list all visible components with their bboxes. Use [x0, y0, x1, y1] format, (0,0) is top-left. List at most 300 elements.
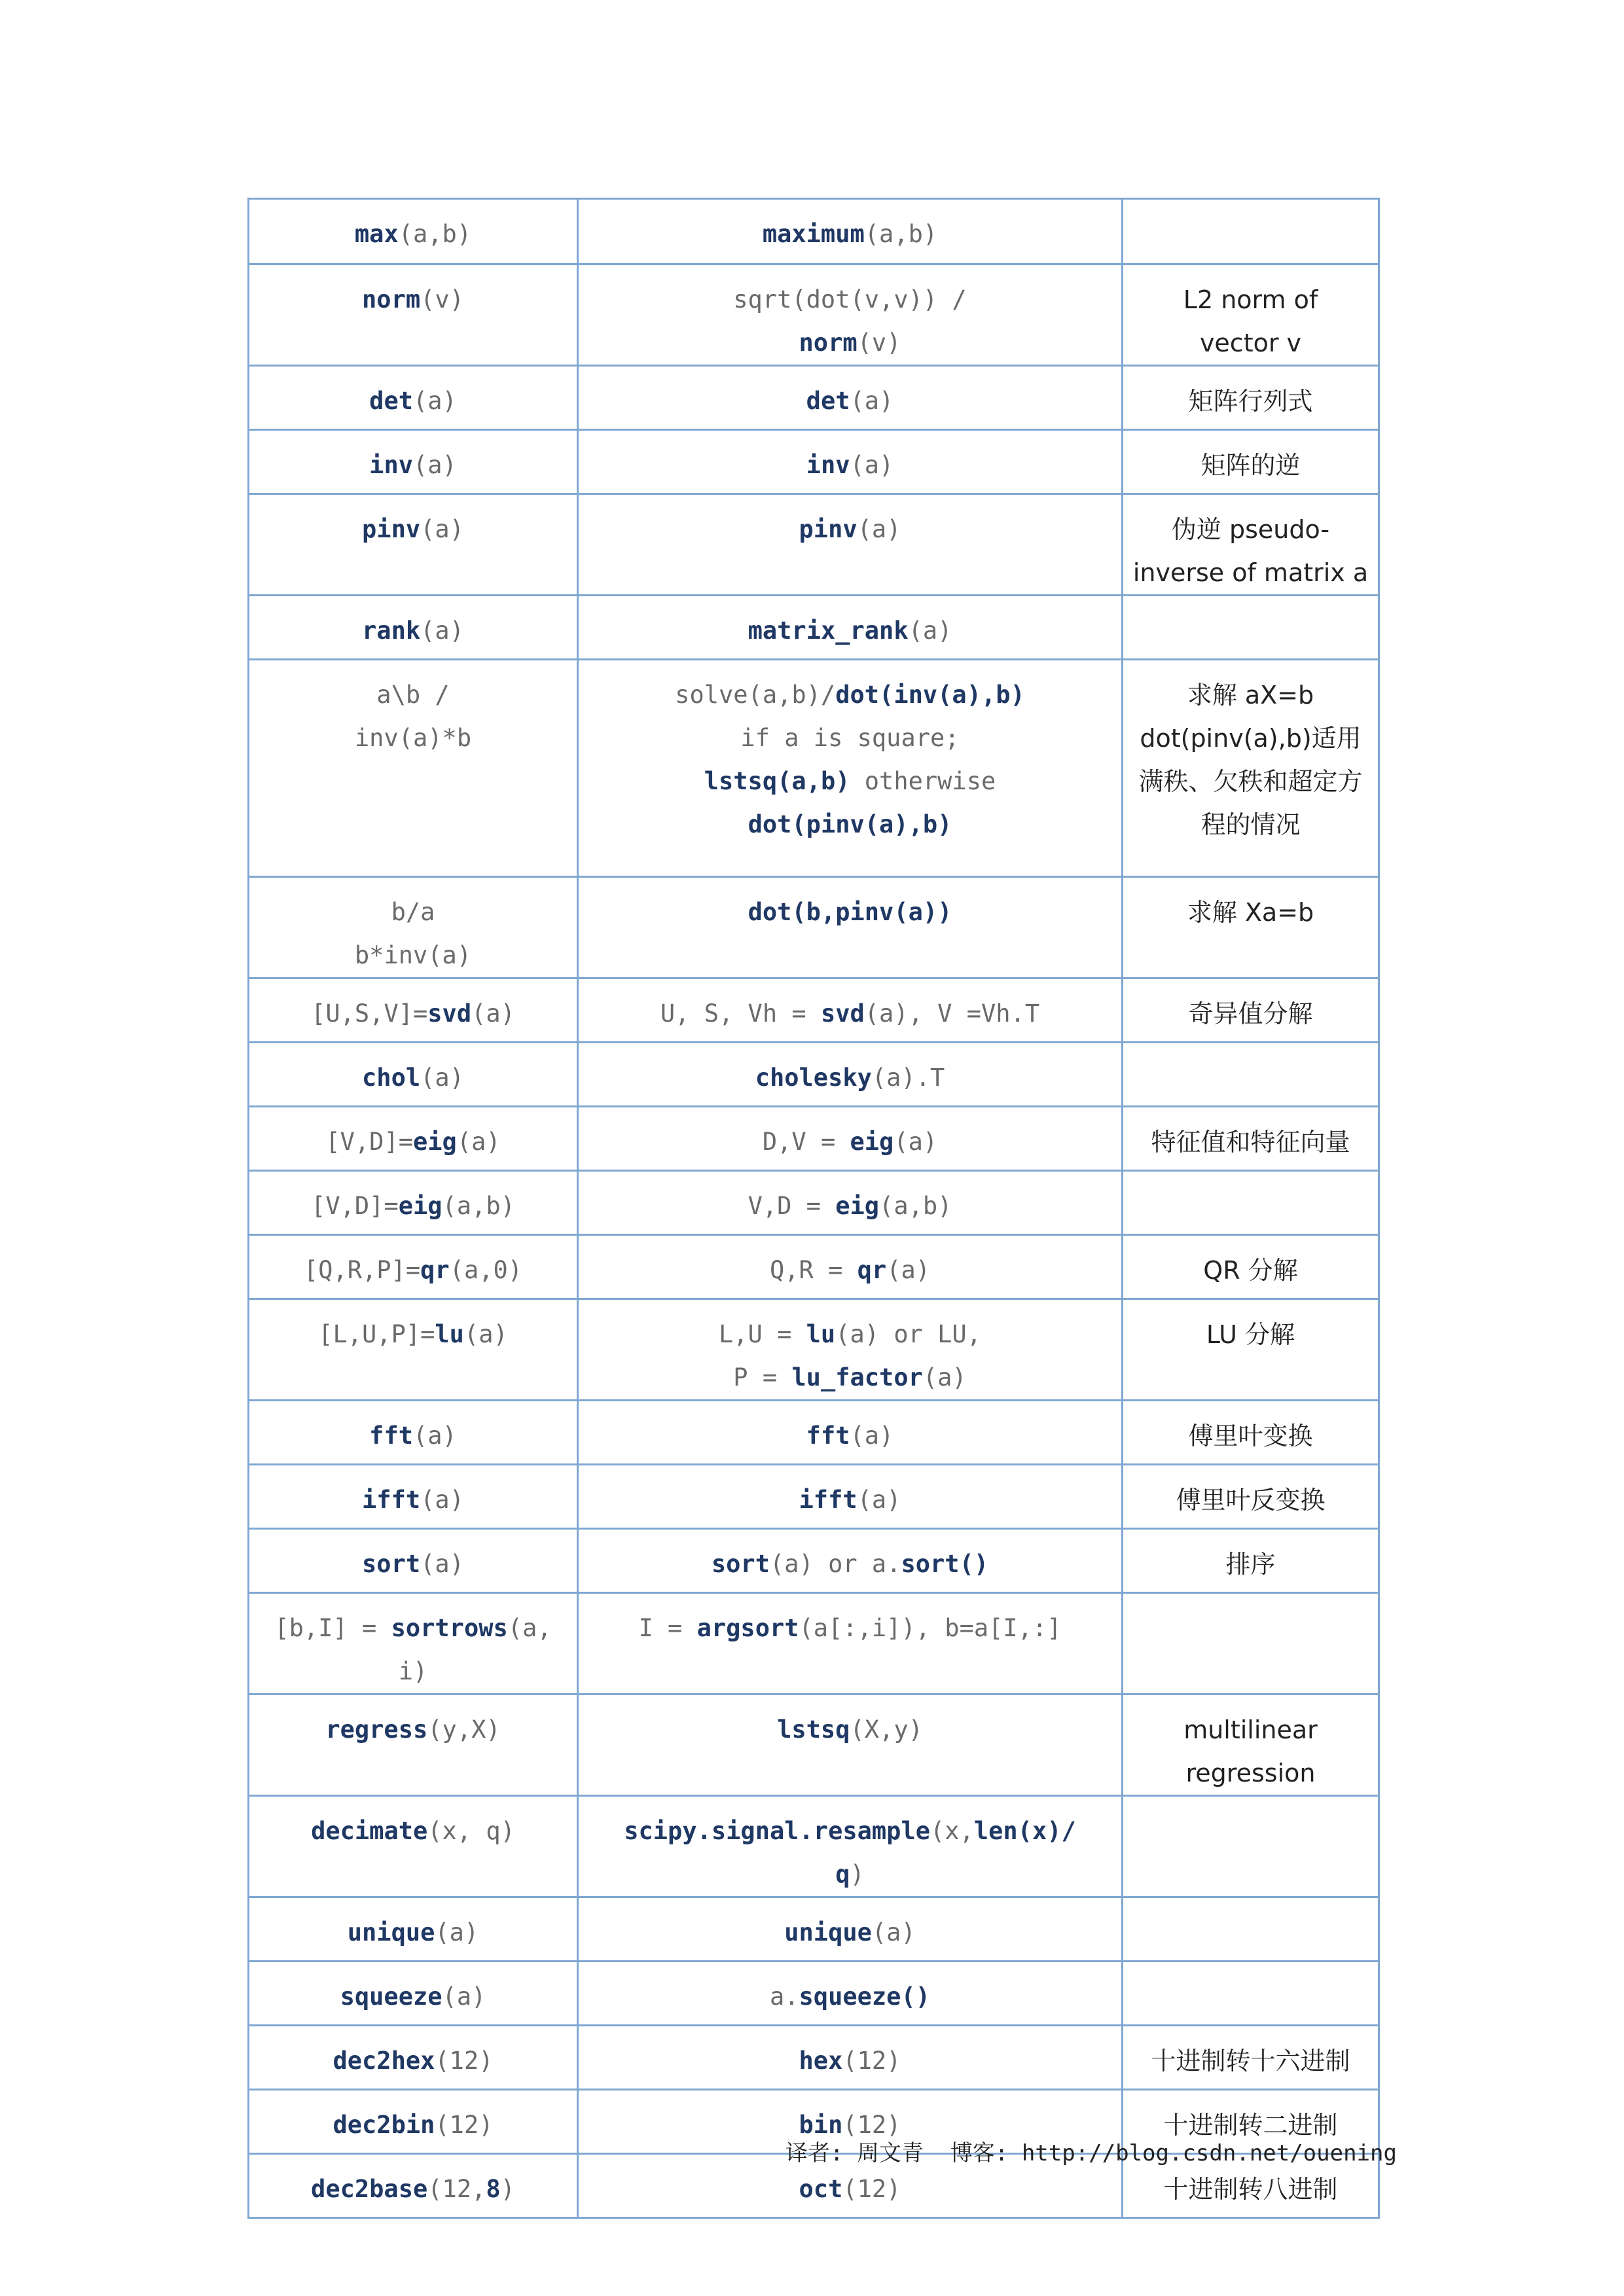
- code-args: (a): [886, 1256, 931, 1284]
- code-args: (x, q): [427, 1817, 515, 1845]
- matlab-cell: [249, 1235, 578, 1299]
- code-args: (a): [850, 1422, 894, 1450]
- notes-cell: [1123, 1235, 1379, 1299]
- numpy-cell: [578, 366, 1123, 430]
- code-args: [b,I] =: [274, 1614, 391, 1642]
- notes-cell: [1123, 1107, 1379, 1171]
- code-line: [588, 1810, 1112, 1853]
- code-line: [588, 1185, 1112, 1228]
- note-line: 排序: [1225, 1550, 1276, 1579]
- code-line: [259, 992, 568, 1035]
- matlab-cell: [249, 1796, 578, 1897]
- table-row: [249, 1299, 1379, 1401]
- code-args: V,D =: [748, 1192, 836, 1220]
- table-row: [249, 199, 1379, 264]
- code-line: [588, 760, 1112, 803]
- function-name: inv: [369, 451, 413, 479]
- numpy-cell: [578, 430, 1123, 494]
- code-line: [259, 2168, 568, 2211]
- code-args: (a): [893, 1128, 938, 1156]
- code-line: [259, 717, 568, 760]
- code-line: [588, 2168, 1112, 2211]
- matlab-cell: [249, 596, 578, 660]
- notes-cell: [1123, 366, 1379, 430]
- notes-cell: [1123, 978, 1379, 1043]
- notes-cell: [1123, 1299, 1379, 1401]
- note-line: vector v: [1199, 329, 1302, 357]
- code-line: [259, 380, 568, 423]
- note-line: multilinear: [1183, 1715, 1318, 1744]
- function-name: dot(pinv(a),b): [748, 810, 952, 838]
- numpy-cell: [578, 1897, 1123, 1962]
- notes-cell: [1123, 430, 1379, 494]
- table-row: [249, 1235, 1379, 1299]
- code-args: [U,S,V]=: [311, 999, 428, 1028]
- note-line: 十进制转八进制: [1163, 2175, 1338, 2204]
- notes-cell: [1123, 264, 1379, 366]
- note-line: 十进制转十六进制: [1151, 2047, 1350, 2075]
- code-line: [259, 609, 568, 653]
- numpy-cell: [578, 1107, 1123, 1171]
- code-line: [259, 673, 568, 717]
- table-row: [249, 264, 1379, 366]
- table-row: [249, 1171, 1379, 1235]
- numpy-cell: [578, 1171, 1123, 1235]
- code-args: [L,U,P]=: [318, 1320, 435, 1348]
- matlab-cell: [249, 2090, 578, 2154]
- code-args: inv(a)*b: [354, 724, 472, 752]
- numpy-cell: [578, 1465, 1123, 1529]
- note-line: regression: [1185, 1759, 1316, 1787]
- code-args: (a): [420, 617, 464, 645]
- table-row: [249, 1962, 1379, 2026]
- code-line: [259, 1810, 568, 1853]
- function-name: squeeze(): [799, 1982, 931, 2011]
- code-args: (a): [442, 1982, 486, 2011]
- function-name: ifft: [362, 1486, 421, 1514]
- function-name: argsort: [696, 1614, 799, 1642]
- code-line: [259, 1543, 568, 1586]
- code-args: L,U =: [719, 1320, 806, 1348]
- code-args: (a,: [507, 1614, 552, 1642]
- code-line: [588, 1975, 1112, 2018]
- code-args: otherwise: [850, 767, 996, 795]
- code-line: [588, 321, 1112, 365]
- table-row: [249, 1107, 1379, 1171]
- matlab-cell: [249, 1043, 578, 1107]
- note-line: 十进制转二进制: [1163, 2111, 1338, 2140]
- matlab-cell: [249, 366, 578, 430]
- function-name: sortrows: [391, 1614, 508, 1642]
- code-args: (a).T: [871, 1064, 945, 1092]
- matlab-cell: [249, 199, 578, 264]
- table-row: [249, 1529, 1379, 1593]
- code-line: [259, 278, 568, 321]
- code-line: [588, 803, 1112, 846]
- code-line: [259, 1414, 568, 1458]
- function-name: lu: [435, 1320, 464, 1348]
- code-args: (X,y): [850, 1715, 923, 1744]
- code-args: (a): [420, 515, 464, 543]
- note-line: dot(pinv(a),b)适用: [1140, 724, 1362, 753]
- numpy-cell: [578, 1796, 1123, 1897]
- note-line: QR 分解: [1203, 1256, 1298, 1285]
- function-name: dec2hex: [333, 2047, 435, 2075]
- code-args: (12): [842, 2175, 901, 2203]
- code-args: ): [500, 2175, 515, 2203]
- code-args: (a): [420, 1550, 464, 1578]
- code-args: (12): [842, 2111, 901, 2139]
- matlab-cell: [249, 1401, 578, 1465]
- code-args: (a): [463, 1320, 508, 1348]
- code-line: [259, 1975, 568, 2018]
- function-name: 8: [486, 2175, 501, 2203]
- matlab-cell: [249, 1171, 578, 1235]
- code-line: [588, 380, 1112, 423]
- notes-cell: [1123, 1529, 1379, 1593]
- code-args: U, S, Vh =: [660, 999, 821, 1028]
- function-name: sort(): [901, 1550, 989, 1578]
- code-args: [V,D]=: [311, 1192, 399, 1220]
- numpy-cell: [578, 1299, 1123, 1401]
- code-line: [588, 1479, 1112, 1522]
- code-args: (a): [456, 1128, 501, 1156]
- code-line: [259, 891, 568, 934]
- function-name: unique: [347, 1918, 435, 1946]
- code-line: [588, 1708, 1112, 1751]
- code-args: ): [850, 1860, 865, 1888]
- code-args: (a): [435, 1918, 479, 1946]
- code-args: b/a: [391, 898, 435, 926]
- code-args: (a): [413, 451, 457, 479]
- function-name: svd: [820, 999, 865, 1028]
- code-line: [259, 1911, 568, 1954]
- code-line: [588, 2039, 1112, 2083]
- function-name: dec2bin: [333, 2111, 435, 2139]
- code-line: [588, 213, 1112, 256]
- notes-cell: [1123, 660, 1379, 877]
- code-line: [259, 1313, 568, 1356]
- code-line: [588, 1414, 1112, 1458]
- notes-cell: [1123, 199, 1379, 264]
- code-args: (a): [871, 1918, 916, 1946]
- function-name: pinv: [362, 515, 421, 543]
- code-line: [259, 213, 568, 256]
- table-row: [249, 1401, 1379, 1465]
- notes-cell: [1123, 1401, 1379, 1465]
- code-args: (a,b): [442, 1192, 515, 1220]
- matlab-cell: [249, 2154, 578, 2218]
- table-row: [249, 1043, 1379, 1107]
- numpy-cell: [578, 1401, 1123, 1465]
- code-args: (a): [413, 1422, 457, 1450]
- code-args: i): [398, 1657, 428, 1685]
- notes-cell: [1123, 1593, 1379, 1695]
- code-line: [259, 508, 568, 551]
- note-line: 矩阵的逆: [1200, 451, 1301, 480]
- code-args: I =: [638, 1614, 697, 1642]
- code-line: [588, 278, 1112, 321]
- notes-cell: [1123, 1695, 1379, 1796]
- code-args: [Q,R,P]=: [303, 1256, 421, 1284]
- code-args: (a,b): [864, 220, 938, 248]
- code-line: [259, 1607, 568, 1650]
- code-args: (y,X): [427, 1715, 501, 1744]
- function-name: eig: [413, 1128, 457, 1156]
- function-name: eig: [850, 1128, 894, 1156]
- function-name: scipy.signal.resample: [624, 1817, 931, 1845]
- matlab-cell: [249, 1299, 578, 1401]
- numpy-cell: [578, 1962, 1123, 2026]
- notes-cell: [1123, 1962, 1379, 2026]
- function-name: oct: [799, 2175, 843, 2203]
- numpy-cell: [578, 1235, 1123, 1299]
- code-line: [259, 2039, 568, 2083]
- function-name: matrix_rank: [748, 617, 909, 645]
- function-name: det: [369, 387, 413, 415]
- function-name: eig: [835, 1192, 880, 1220]
- code-args: (a): [420, 1486, 464, 1514]
- numpy-cell: [578, 596, 1123, 660]
- code-line: [588, 1056, 1112, 1100]
- function-name: max: [354, 220, 399, 248]
- code-line: [588, 1607, 1112, 1650]
- code-args: solve(a,b)/: [675, 681, 836, 709]
- code-args: if a is square;: [740, 724, 960, 752]
- table-body: [249, 199, 1397, 2218]
- numpy-cell: [578, 264, 1123, 366]
- matlab-numpy-table: [247, 198, 1397, 2219]
- function-name: chol: [362, 1064, 421, 1092]
- notes-cell: [1123, 1043, 1379, 1107]
- function-name: norm: [799, 329, 857, 357]
- note-line: 矩阵行列式: [1188, 387, 1313, 416]
- code-args: (a,0): [449, 1256, 523, 1284]
- function-name: qr: [857, 1256, 887, 1284]
- note-line: 傅里叶变换: [1188, 1422, 1313, 1450]
- function-name: lstsq(a,b): [704, 767, 850, 795]
- code-line: [259, 934, 568, 977]
- code-args: b*inv(a): [354, 941, 472, 969]
- table-row: [249, 596, 1379, 660]
- function-name: det: [806, 387, 850, 415]
- note-line: 奇异值分解: [1188, 999, 1313, 1028]
- function-name: dec2base: [311, 2175, 428, 2203]
- numpy-cell: [578, 877, 1123, 978]
- function-name: lu_factor: [791, 1363, 923, 1391]
- code-args: (12,: [427, 2175, 486, 2203]
- function-name: unique: [784, 1918, 872, 1946]
- code-args: (a) or a.: [769, 1550, 901, 1578]
- function-name: pinv: [799, 515, 857, 543]
- code-line: [588, 1543, 1112, 1586]
- function-name: fft: [369, 1422, 413, 1450]
- code-args: (12): [842, 2047, 901, 2075]
- table-row: [249, 366, 1379, 430]
- function-name: eig: [398, 1192, 442, 1220]
- code-args: (a): [850, 387, 894, 415]
- numpy-cell: [578, 199, 1123, 264]
- code-args: (x,: [930, 1817, 974, 1845]
- table-row: [249, 660, 1379, 877]
- code-args: (v): [420, 285, 464, 314]
- code-line: [588, 673, 1112, 717]
- code-line: [588, 508, 1112, 551]
- function-name: q: [835, 1860, 850, 1888]
- note-line: 满秩、欠秩和超定方: [1138, 767, 1363, 796]
- code-line: [259, 1121, 568, 1164]
- notes-cell: [1123, 1796, 1379, 1897]
- matlab-cell: [249, 430, 578, 494]
- function-name: fft: [806, 1422, 850, 1450]
- code-args: (12): [435, 2111, 494, 2139]
- code-line: [259, 1479, 568, 1522]
- code-args: (a), V =Vh.T: [864, 999, 1040, 1028]
- function-name: svd: [427, 999, 472, 1028]
- matlab-cell: [249, 1695, 578, 1796]
- code-line: [588, 1911, 1112, 1954]
- table-row: [249, 2026, 1379, 2090]
- code-args: (a) or LU,: [835, 1320, 981, 1348]
- code-line: [259, 1650, 568, 1693]
- function-name: hex: [799, 2047, 843, 2075]
- function-name: decimate: [311, 1817, 428, 1845]
- function-name: dot(inv(a),b): [835, 681, 1025, 709]
- table-row: [249, 1593, 1379, 1695]
- numpy-cell: [578, 1529, 1123, 1593]
- code-line: [588, 609, 1112, 653]
- code-args: sqrt(dot(v,v)) /: [733, 285, 967, 314]
- code-args: P =: [733, 1363, 792, 1391]
- matlab-cell: [249, 494, 578, 596]
- table-row: [249, 1695, 1379, 1796]
- matlab-cell: [249, 1897, 578, 1962]
- note-line: 程的情况: [1200, 810, 1301, 839]
- code-line: [588, 1313, 1112, 1356]
- code-args: (a): [857, 1486, 901, 1514]
- table-row: [249, 1465, 1379, 1529]
- function-name: rank: [362, 617, 421, 645]
- footer-credit: 译者: 周文青 博客: http://blog.csdn.net/ouening: [785, 2140, 1397, 2166]
- code-line: [588, 717, 1112, 760]
- matlab-cell: [249, 978, 578, 1043]
- code-line: [259, 1185, 568, 1228]
- matlab-cell: [249, 1593, 578, 1695]
- note-line: 傅里叶反变换: [1176, 1486, 1326, 1515]
- code-line: [259, 2104, 568, 2147]
- numpy-cell: [578, 1593, 1123, 1695]
- note-line: 求解 aX=b: [1187, 681, 1314, 709]
- code-args: (a): [413, 387, 457, 415]
- table-row: [249, 430, 1379, 494]
- code-line: [588, 1121, 1112, 1164]
- notes-cell: [1123, 2026, 1379, 2090]
- code-args: a\b /: [376, 681, 450, 709]
- note-line: LU 分解: [1206, 1320, 1295, 1349]
- code-args: (a): [471, 999, 515, 1028]
- code-args: [V,D]=: [325, 1128, 413, 1156]
- matlab-cell: [249, 1962, 578, 2026]
- notes-cell: [1123, 494, 1379, 596]
- function-name: maximum: [762, 220, 865, 248]
- code-args: (a[:,i]), b=a[I,:]: [799, 1614, 1062, 1642]
- function-name: ifft: [799, 1486, 857, 1514]
- matlab-cell: [249, 660, 578, 877]
- matlab-cell: [249, 877, 578, 978]
- code-line: [588, 444, 1112, 487]
- function-name: regress: [325, 1715, 428, 1744]
- code-args: D,V =: [762, 1128, 850, 1156]
- function-name: lstsq: [777, 1715, 850, 1744]
- code-args: (a,b): [398, 220, 472, 248]
- numpy-cell: [578, 1043, 1123, 1107]
- function-name: bin: [799, 2111, 843, 2139]
- table-row: [249, 978, 1379, 1043]
- function-name: norm: [362, 285, 421, 314]
- numpy-cell: [578, 2026, 1123, 2090]
- code-args: (a): [420, 1064, 464, 1092]
- code-args: (a): [850, 451, 894, 479]
- table-row: [249, 1796, 1379, 1897]
- function-name: dot(b,pinv(a)): [748, 898, 952, 926]
- code-args: (a,b): [879, 1192, 952, 1220]
- matlab-cell: [249, 264, 578, 366]
- code-args: a.: [769, 1982, 799, 2011]
- function-name: len(x)/: [973, 1817, 1076, 1845]
- code-args: (v): [857, 329, 901, 357]
- code-line: [259, 1708, 568, 1751]
- numpy-cell: [578, 660, 1123, 877]
- code-args: (12): [435, 2047, 494, 2075]
- code-args: (a): [857, 515, 901, 543]
- note-line: inverse of matrix a: [1132, 558, 1369, 587]
- table-row: [249, 494, 1379, 596]
- notes-cell: [1123, 877, 1379, 978]
- matlab-cell: [249, 1465, 578, 1529]
- function-name: inv: [806, 451, 850, 479]
- code-line: [259, 1249, 568, 1292]
- function-name: sort: [362, 1550, 421, 1578]
- code-line: [259, 444, 568, 487]
- code-args: Q,R =: [769, 1256, 857, 1284]
- table-row: [249, 1897, 1379, 1962]
- numpy-cell: [578, 978, 1123, 1043]
- matlab-cell: [249, 2026, 578, 2090]
- function-name: cholesky: [755, 1064, 872, 1092]
- notes-cell: [1123, 1171, 1379, 1235]
- numpy-cell: [578, 1695, 1123, 1796]
- note-line: 求解 Xa=b: [1187, 898, 1314, 927]
- code-line: [588, 992, 1112, 1035]
- matlab-cell: [249, 1107, 578, 1171]
- notes-cell: [1123, 1897, 1379, 1962]
- function-name: qr: [420, 1256, 450, 1284]
- note-line: 伪逆 pseudo-: [1171, 515, 1330, 544]
- note-line: L2 norm of: [1183, 285, 1318, 314]
- code-line: [588, 891, 1112, 934]
- function-name: lu: [806, 1320, 836, 1348]
- code-line: [588, 1356, 1112, 1399]
- table-row: [249, 877, 1379, 978]
- notes-cell: [1123, 1465, 1379, 1529]
- numpy-cell: [578, 494, 1123, 596]
- code-line: [588, 1249, 1112, 1292]
- function-name: sort: [711, 1550, 770, 1578]
- code-args: (a): [922, 1363, 967, 1391]
- code-line: [259, 1056, 568, 1100]
- notes-cell: [1123, 596, 1379, 660]
- code-args: (a): [908, 617, 952, 645]
